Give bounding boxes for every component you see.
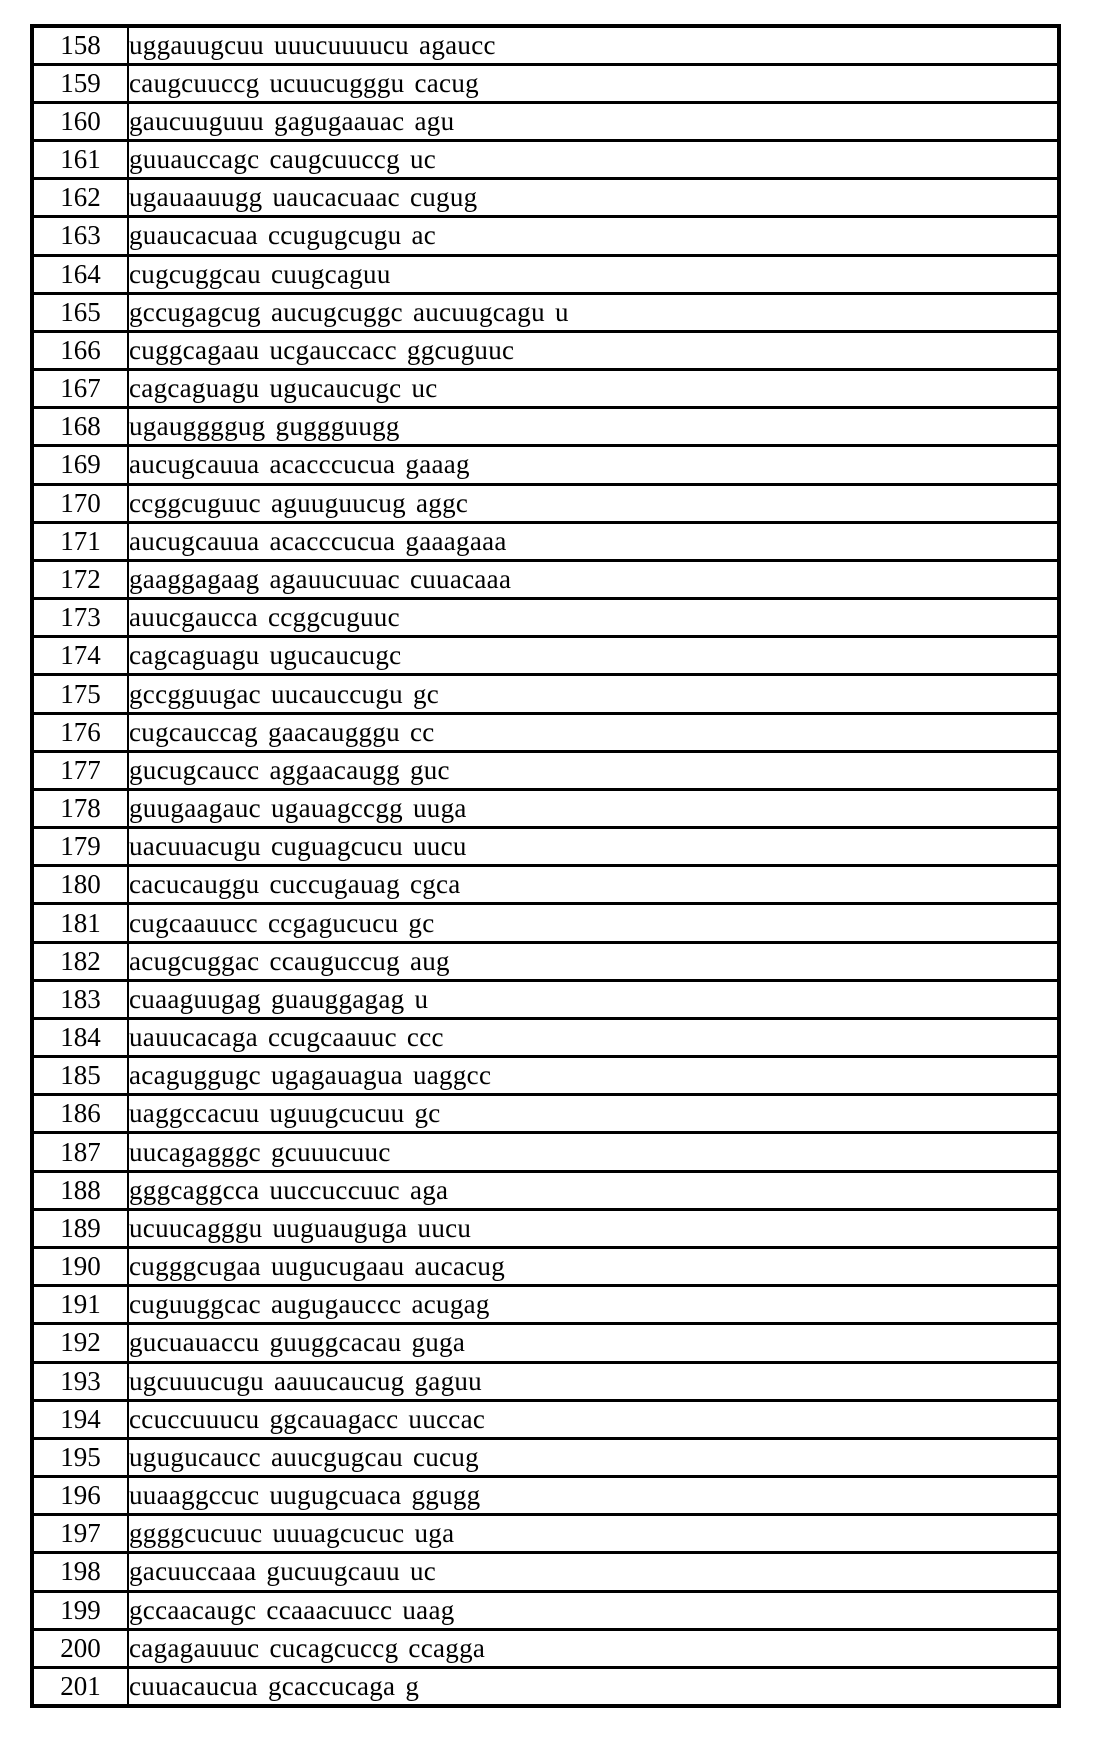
row-number: 192 [32, 1324, 128, 1362]
sequence-text: uacuuacugu cuguagcucu uucu [128, 828, 1059, 866]
sequence-text: guugaagauc ugauagccgg uuga [128, 789, 1059, 827]
row-number: 183 [32, 980, 128, 1018]
row-number: 195 [32, 1438, 128, 1476]
row-number: 196 [32, 1477, 128, 1515]
row-number: 180 [32, 866, 128, 904]
sequence-text: cuggcagaau ucgauccacc ggcuguuc [128, 331, 1059, 369]
table-row [32, 217, 1059, 255]
row-number: 198 [32, 1553, 128, 1591]
table-row [32, 484, 1059, 522]
sequence-text: gucugcaucc aggaacaugg guc [128, 751, 1059, 789]
row-number: 158 [32, 26, 128, 64]
sequence-text: cugcauccag gaacaugggu cc [128, 713, 1059, 751]
row-number: 178 [32, 789, 128, 827]
table-row [32, 599, 1059, 637]
row-number: 163 [32, 217, 128, 255]
sequence-text: ccuccuuucu ggcauagacc uuccac [128, 1400, 1059, 1438]
table-row [32, 1553, 1059, 1591]
sequence-text: cugggcugaa uugucugaau aucacug [128, 1248, 1059, 1286]
sequence-text: gccaacaugc ccaaacuucc uaag [128, 1591, 1059, 1629]
row-number: 170 [32, 484, 128, 522]
row-number: 172 [32, 560, 128, 598]
row-number: 182 [32, 942, 128, 980]
row-number: 181 [32, 904, 128, 942]
table-row [32, 1133, 1059, 1171]
table-row [32, 713, 1059, 751]
row-number: 197 [32, 1515, 128, 1553]
table-row [32, 64, 1059, 102]
sequence-text: gucuauaccu guuggcacau guga [128, 1324, 1059, 1362]
table-row [32, 26, 1059, 64]
sequence-table [30, 24, 1061, 1708]
row-number: 184 [32, 1018, 128, 1056]
table-row [32, 522, 1059, 560]
table-row [32, 370, 1059, 408]
table-row [32, 102, 1059, 140]
sequence-text: cagcaguagu ugucaucugc uc [128, 370, 1059, 408]
table-row [32, 331, 1059, 369]
sequence-text: ugcuuucugu aauucaucug gaguu [128, 1362, 1059, 1400]
sequence-text: cuaaguugag guauggagag u [128, 980, 1059, 1018]
sequence-text: gacuuccaaa gucuugcauu uc [128, 1553, 1059, 1591]
table-row [32, 446, 1059, 484]
table-row [32, 1400, 1059, 1438]
table-row [32, 255, 1059, 293]
table-row [32, 904, 1059, 942]
table-row [32, 751, 1059, 789]
row-number: 187 [32, 1133, 128, 1171]
sequence-text: gaaggagaag agauucuuac cuuacaaa [128, 560, 1059, 598]
table-row [32, 675, 1059, 713]
row-number: 201 [32, 1667, 128, 1706]
row-number: 165 [32, 293, 128, 331]
row-number: 173 [32, 599, 128, 637]
sequence-text: ucuucagggu uuguauguga uucu [128, 1209, 1059, 1247]
table-row [32, 942, 1059, 980]
row-number: 179 [32, 828, 128, 866]
row-number: 186 [32, 1095, 128, 1133]
row-number: 185 [32, 1057, 128, 1095]
sequence-text: ccggcuguuc aguuguucug aggc [128, 484, 1059, 522]
sequence-text: ggggcucuuc uuuagcucuc uga [128, 1515, 1059, 1553]
table-row [32, 866, 1059, 904]
row-number: 177 [32, 751, 128, 789]
row-number: 194 [32, 1400, 128, 1438]
row-number: 176 [32, 713, 128, 751]
table-row [32, 1629, 1059, 1667]
table-row [32, 828, 1059, 866]
row-number: 188 [32, 1171, 128, 1209]
sequence-text: guaucacuaa ccugugcugu ac [128, 217, 1059, 255]
row-number: 166 [32, 331, 128, 369]
row-number: 189 [32, 1209, 128, 1247]
sequence-text: gggcaggcca uuccuccuuc aga [128, 1171, 1059, 1209]
sequence-text: auucgaucca ccggcuguuc [128, 599, 1059, 637]
row-number: 161 [32, 141, 128, 179]
table-row [32, 560, 1059, 598]
table-body [32, 26, 1059, 1706]
sequence-text: cagcaguagu ugucaucugc [128, 637, 1059, 675]
sequence-text: ugauaauugg uaucacuaac cugug [128, 179, 1059, 217]
sequence-text: gccugagcug aucugcuggc aucuugcagu u [128, 293, 1059, 331]
table-row [32, 1591, 1059, 1629]
sequence-text: cugcaauucc ccgagucucu gc [128, 904, 1059, 942]
row-number: 164 [32, 255, 128, 293]
sequence-text: gaucuuguuu gagugaauac agu [128, 102, 1059, 140]
row-number: 160 [32, 102, 128, 140]
table-row [32, 408, 1059, 446]
table-row [32, 179, 1059, 217]
table-row [32, 1667, 1059, 1706]
row-number: 200 [32, 1629, 128, 1667]
sequence-text: ugauggggug guggguugg [128, 408, 1059, 446]
sequence-text: cacucauggu cuccugauag cgca [128, 866, 1059, 904]
sequence-text: acaguggugc ugagauagua uaggcc [128, 1057, 1059, 1095]
table-row [32, 1286, 1059, 1324]
row-number: 171 [32, 522, 128, 560]
table-row [32, 141, 1059, 179]
row-number: 174 [32, 637, 128, 675]
table-row [32, 293, 1059, 331]
table-row [32, 637, 1059, 675]
sequence-text: acugcuggac ccauguccug aug [128, 942, 1059, 980]
table-row [32, 1362, 1059, 1400]
table-row [32, 789, 1059, 827]
row-number: 159 [32, 64, 128, 102]
sequence-text: uauucacaga ccugcaauuc ccc [128, 1018, 1059, 1056]
sequence-text: cuguuggcac augugauccc acugag [128, 1286, 1059, 1324]
table-row [32, 1018, 1059, 1056]
row-number: 190 [32, 1248, 128, 1286]
sequence-text: uuaaggccuc uugugcuaca ggugg [128, 1477, 1059, 1515]
table-row [32, 1248, 1059, 1286]
row-number: 162 [32, 179, 128, 217]
table-row [32, 1209, 1059, 1247]
table-row [32, 1057, 1059, 1095]
sequence-text: uucagagggc gcuuucuuc [128, 1133, 1059, 1171]
row-number: 191 [32, 1286, 128, 1324]
sequence-text: cugcuggcau cuugcaguu [128, 255, 1059, 293]
sequence-text: aucugcauua acacccucua gaaagaaa [128, 522, 1059, 560]
sequence-text: cuuacaucua gcaccucaga g [128, 1667, 1059, 1706]
row-number: 175 [32, 675, 128, 713]
row-number: 193 [32, 1362, 128, 1400]
table-row [32, 980, 1059, 1018]
table-row [32, 1438, 1059, 1476]
table-row [32, 1515, 1059, 1553]
sequence-text: caugcuuccg ucuucugggu cacug [128, 64, 1059, 102]
sequence-text: guuauccagc caugcuuccg uc [128, 141, 1059, 179]
sequence-text: uggauugcuu uuucuuuucu agaucc [128, 26, 1059, 64]
table-row [32, 1171, 1059, 1209]
sequence-text: aucugcauua acacccucua gaaag [128, 446, 1059, 484]
row-number: 199 [32, 1591, 128, 1629]
sequence-text: cagagauuuc cucagcuccg ccagga [128, 1629, 1059, 1667]
table-row [32, 1095, 1059, 1133]
row-number: 167 [32, 370, 128, 408]
table-row [32, 1324, 1059, 1362]
row-number: 169 [32, 446, 128, 484]
table-row [32, 1477, 1059, 1515]
row-number: 168 [32, 408, 128, 446]
sequence-text: gccgguugac uucauccugu gc [128, 675, 1059, 713]
sequence-text: ugugucaucc auucgugcau cucug [128, 1438, 1059, 1476]
sequence-text: uaggccacuu uguugcucuu gc [128, 1095, 1059, 1133]
